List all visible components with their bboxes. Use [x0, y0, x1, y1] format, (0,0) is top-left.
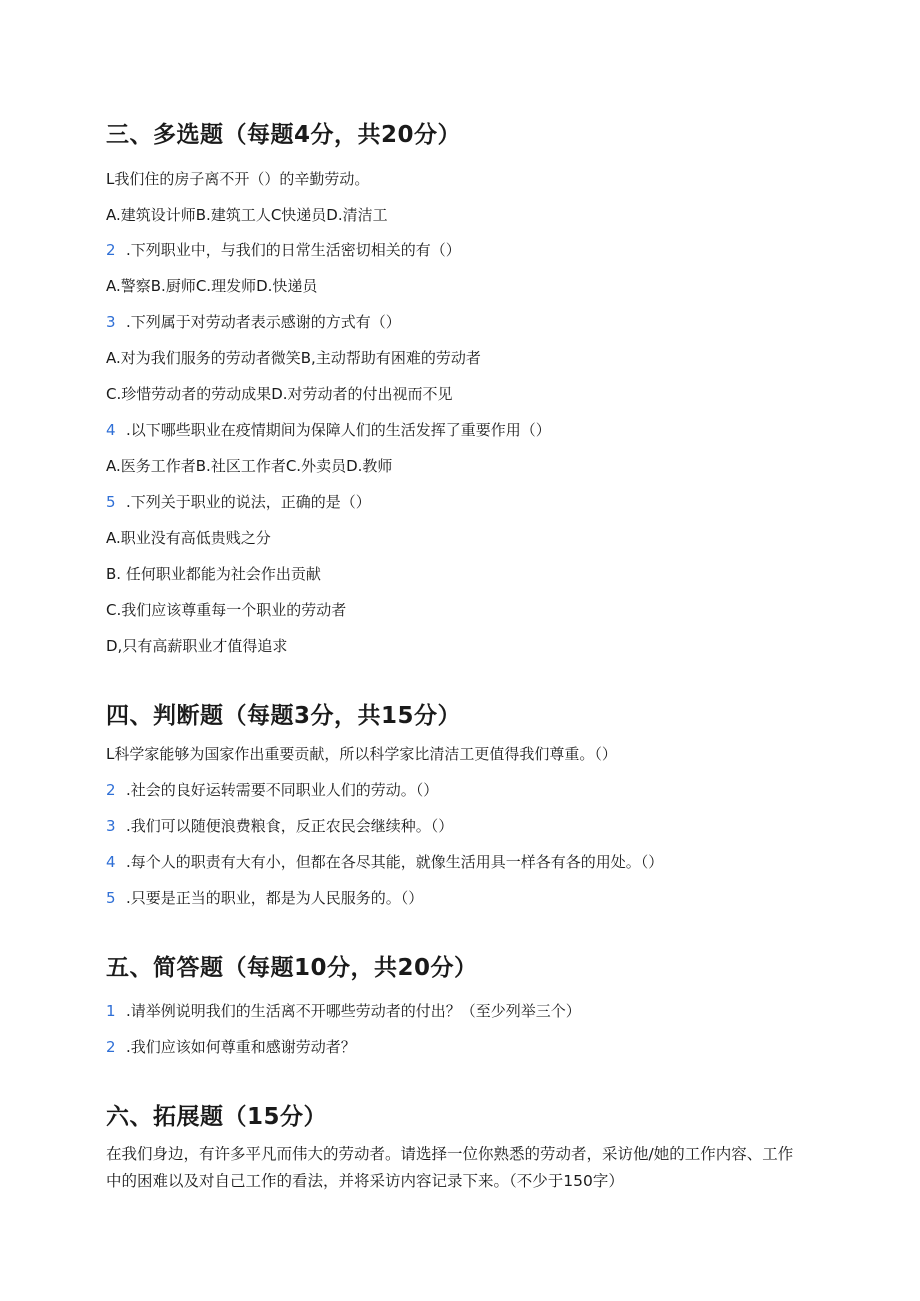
- s4-question-3: [106, 816, 453, 836]
- question-text: .社会的良好运转需要不同职业人们的劳动。（）: [126, 781, 439, 799]
- question-text: .下列属于对劳动者表示感谢的方式有（）: [126, 313, 401, 331]
- section-4-heading: 四、判断题（每题3分，共15分）: [106, 703, 462, 729]
- s3-question-3-options-b: C.珍惜劳动者的劳动成果D.对劳动者的付出视而不见: [106, 385, 453, 403]
- s3-question-1: L我们住的房子离不开（）的辛勤劳动。: [106, 170, 370, 188]
- s3-question-5-option-b: B. 任何职业都能为社会作出贡献: [106, 565, 321, 583]
- s3-question-5-option-a: A.职业没有高低贵贱之分: [106, 529, 271, 547]
- s4-question-4: [106, 852, 663, 872]
- s3-question-4: [106, 420, 551, 440]
- s4-question-2: [106, 780, 438, 800]
- s3-question-3-options-a: A.对为我们服务的劳动者微笑B,主动帮助有困难的劳动者: [106, 349, 481, 367]
- question-number: 2: [106, 781, 116, 799]
- question-text: .我们可以随便浪费粮食，反正农民会继续种。（）: [126, 817, 454, 835]
- s3-question-2: [106, 240, 461, 260]
- s3-question-5: [106, 492, 371, 512]
- s4-question-1: L科学家能够为国家作出重要贡献，所以科学家比清洁工更值得我们尊重。（）: [106, 745, 617, 763]
- question-text: .只要是正当的职业，都是为人民服务的。（）: [126, 889, 424, 907]
- question-number: 4: [106, 421, 116, 439]
- question-number: 4: [106, 853, 116, 871]
- s3-question-3: [106, 312, 401, 332]
- question-text: .下列关于职业的说法，正确的是（）: [126, 493, 371, 511]
- question-number: 3: [106, 313, 116, 331]
- s5-question-1: [106, 1001, 581, 1021]
- s3-question-2-options: A.警察B.厨师C.理发师D.快递员: [106, 277, 318, 295]
- question-text: .下列职业中，与我们的日常生活密切相关的有（）: [126, 241, 461, 259]
- s3-question-5-option-d: D,只有高薪职业才值得追求: [106, 637, 288, 655]
- s3-question-1-options: A.建筑设计师B.建筑工人C快递员D.清洁工: [106, 206, 388, 224]
- question-number: 1: [106, 1002, 116, 1020]
- question-number: 5: [106, 493, 116, 511]
- s6-prompt-paragraph: 在我们身边，有许多平凡而伟大的劳动者。请选择一位你熟悉的劳动者，采访他/她的工作内容、工作中的困难以及对自己工作的看法，并将采访内容记录下来。（不少于150字）: [106, 1145, 794, 1190]
- section-5-heading: 五、简答题（每题10分，共20分）: [106, 955, 478, 981]
- question-number: 5: [106, 889, 116, 907]
- question-text: .以下哪些职业在疫情期间为保障人们的生活发挥了重要作用（）: [126, 421, 551, 439]
- section-6-heading: 六、拓展题（15分）: [106, 1104, 328, 1130]
- s4-question-5: [106, 888, 423, 908]
- question-number: 3: [106, 817, 116, 835]
- question-text: .我们应该如何尊重和感谢劳动者？: [126, 1038, 356, 1056]
- s3-question-5-option-c: C.我们应该尊重每一个职业的劳动者: [106, 601, 347, 619]
- question-number: 2: [106, 1038, 116, 1056]
- section-3-heading: 三、多选题（每题4分，共20分）: [106, 122, 462, 148]
- s5-question-2: [106, 1037, 356, 1057]
- question-text: .请举例说明我们的生活离不开哪些劳动者的付出？（至少列举三个）: [126, 1002, 581, 1020]
- question-text: .每个人的职责有大有小，但都在各尽其能，就像生活用具一样各有各的用处。（）: [126, 853, 664, 871]
- question-number: 2: [106, 241, 116, 259]
- s3-question-4-options: A.医务工作者B.社区工作者C.外卖员D.教师: [106, 457, 393, 475]
